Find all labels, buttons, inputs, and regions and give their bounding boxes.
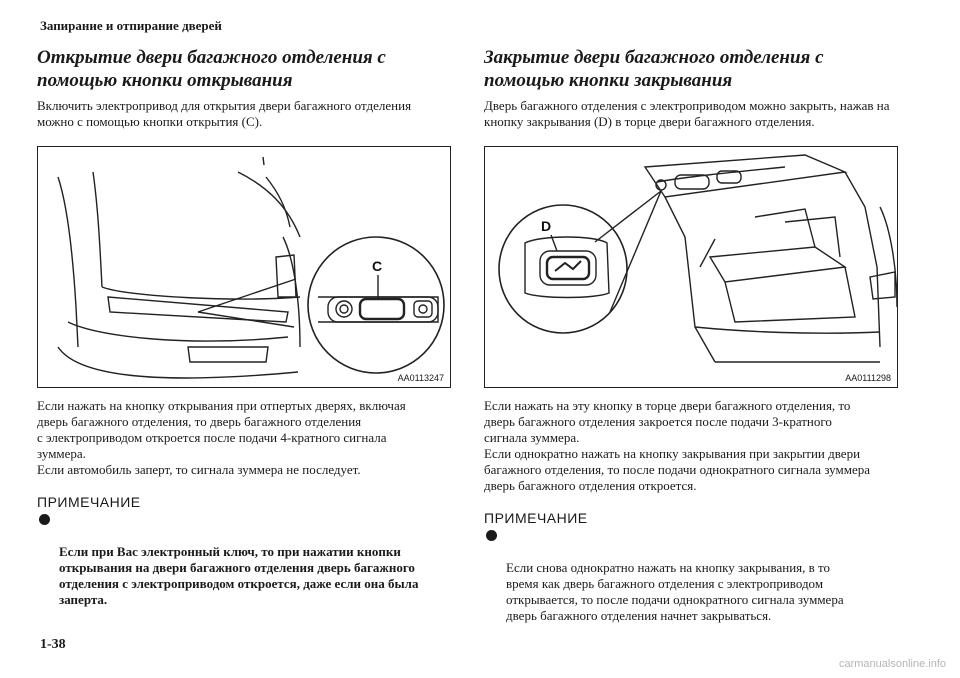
right-note-text: Если снова однократно нажать на кнопку закрывания, в то время как дверь багажного отделения с электроприводом открывается, то после подачи однократного сигнала зуммера дверь багажного отделения начнет закрываться. [506, 560, 844, 623]
callout-label-d: D [541, 218, 552, 234]
section-header: Запирание и отпирание дверей [40, 18, 222, 33]
callout-label-c: C [372, 258, 383, 274]
left-body: Если нажать на кнопку открывания при отпертых дверях, включая дверь багажного отделения, то дверь багажного отделения с электроприводом откроется после подачи 4-кратного сигнала зуммера. Если автомобиль заперт, то сигнала зуммера не последует. [37, 398, 406, 477]
bullet-icon [39, 514, 50, 525]
left-note-heading: ПРИМЕЧАНИЕ [37, 494, 141, 510]
right-note-item [484, 528, 898, 624]
bullet-icon [486, 530, 497, 541]
right-intro: Дверь багажного отделения с электроприводом можно закрыть, нажав на кнопку закрывания (D) в торце двери багажного отделения. [484, 98, 890, 129]
watermark: carmanualsonline.info [838, 658, 946, 670]
right-note-heading: ПРИМЕЧАНИЕ [484, 510, 588, 526]
page-number: 1-38 [40, 637, 66, 652]
right-column [484, 46, 898, 624]
figure-open-button [37, 146, 451, 388]
right-title: Закрытие двери багажного отделения с помощью кнопки закрывания [484, 47, 824, 91]
left-intro: Включить электропривод для открытия двери багажного отделения можно с помощью кнопки открытия (C). [37, 98, 412, 129]
tailgate-rear-illustration [38, 147, 451, 387]
figure-code: AA0111298 [845, 373, 891, 383]
left-title: Открытие двери багажного отделения с помощью кнопки открывания [37, 47, 386, 91]
figure-code: AA0113247 [397, 373, 444, 383]
left-column [37, 46, 451, 608]
left-note-item [37, 512, 451, 608]
left-note-text: Если при Вас электронный ключ, то при нажатии кнопки открывания на двери багажного отделения дверь багажного отделения с электроприводом откроется, даже если она была заперта. [59, 544, 419, 607]
right-body: Если нажать на эту кнопку в торце двери багажного отделения, то дверь багажного отделения закроется после подачи 3-кратного сигнала зуммера. Если однократно нажать на кнопку закрывания при закрытии двери багажного отделения, то после подачи однократного сигнала зуммера дверь багажного отделения откроется. [484, 398, 871, 493]
open-tailgate-illustration [485, 147, 898, 387]
figure-close-button [484, 146, 898, 388]
